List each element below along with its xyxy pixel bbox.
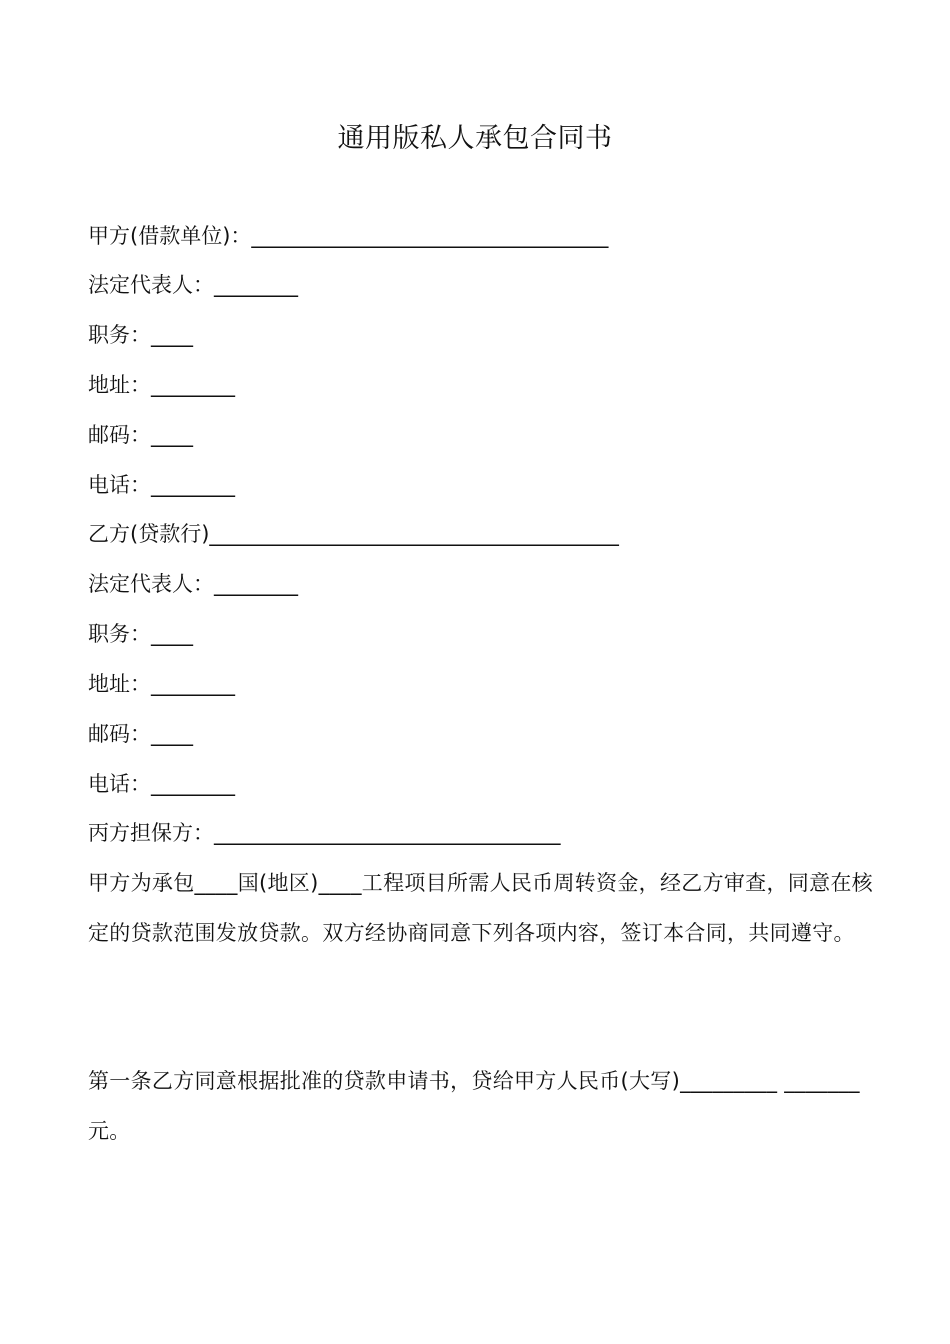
party-b-address: 地址：________ xyxy=(88,672,235,696)
party-a-position: 职务：____ xyxy=(88,323,193,347)
party-a-phone: 电话：________ xyxy=(88,473,235,497)
party-b-name: 乙方(贷款行)_______________________________________ xyxy=(88,522,619,546)
party-a-representative: 法定代表人：________ xyxy=(88,273,298,297)
party-b-postcode: 邮码：____ xyxy=(88,722,193,746)
party-b-phone: 电话：________ xyxy=(88,772,235,796)
party-a-address: 地址：________ xyxy=(88,373,235,397)
party-b-position: 职务：____ xyxy=(88,622,193,646)
article-1: 第一条乙方同意根据批准的贷款申请书，贷给甲方人民币(大写)_________ _______元。 xyxy=(88,1069,860,1143)
party-c-guarantor: 丙方担保方：_________________________________ xyxy=(88,821,561,845)
party-a-name: 甲方(借款单位)：__________________________________ xyxy=(88,224,609,248)
party-a-postcode: 邮码：____ xyxy=(88,423,193,447)
intro-paragraph: 甲方为承包____国(地区)____工程项目所需人民币周转资金，经乙方审查，同意在核定的贷款范围发放贷款。双方经协商同意下列各项内容，签订本合同，共同遵守。 xyxy=(88,871,873,945)
party-b-representative: 法定代表人：________ xyxy=(88,572,298,596)
document-title: 通用版私人承包合同书 xyxy=(337,123,613,154)
